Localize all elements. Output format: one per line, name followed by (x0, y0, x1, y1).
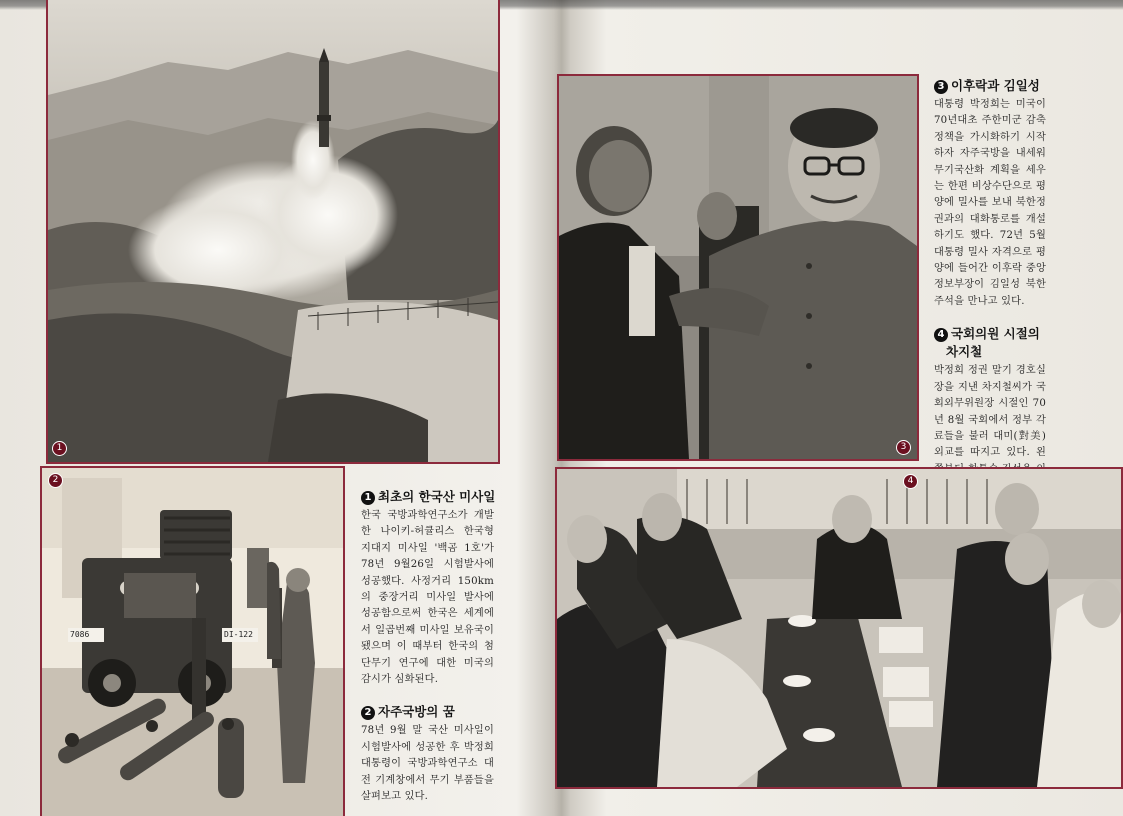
caption-title-1 (361, 487, 494, 505)
photo-assembly-meeting (555, 467, 1123, 789)
caption-body-3: 대통령 박정희는 미국이 70년대초 주한미군 감축정책을 가시화하기 시작하자 자주국방을 내세워 무기국산화 계획을 세우는 한편 비상수단으로 평양에 밀사를 보내 북한정권과의 대화통로를 개설하기도 했다. 72년 5월 대통령 밀사 자격으로 평양에 들어간 이후락 중앙정보부장이 김일성 북한 주석을 만나고 있다. (934, 99, 1046, 307)
photo-number-badge: 3 (896, 440, 911, 455)
left-page (0, 0, 548, 816)
caption-body-1: 한국 국방과학연구소가 개발한 나이키-허큘리스 한국형 지대지 미사일 '백곰 1호'가 78년 9월26일 시험발사에 성공했다. 사정거리 150km의 중장거리 미사일 발사에 성공함으로써 한국은 세계에서 일곱번째 미사일 보유국이 됐으며 이 때부터 한국의 첨단무기 연구에 대한 미국의 감시가 심화된다. (361, 510, 494, 686)
caption-marker-1: 1 (361, 491, 375, 505)
assembly-meeting-image (557, 469, 1121, 787)
caption-title-text: 이후락과 김일성 (951, 78, 1040, 93)
caption-marker-2: 2 (361, 706, 375, 720)
missile-launch-image (48, 0, 498, 462)
caption-title-text-line2: 차지철 (946, 344, 983, 360)
photo-number-badge: 4 (903, 474, 918, 489)
caption-title-text: 최초의 한국산 미사일 (378, 489, 496, 504)
weapons-inspection-image (42, 468, 343, 816)
photo-missile-launch (46, 0, 500, 464)
truck-plate-label: 7086 (70, 630, 90, 639)
photo-lee-kim-meeting (557, 74, 919, 461)
photo-number-badge: 1 (52, 441, 67, 456)
caption-title-text: 자주국방의 꿈 (378, 704, 455, 720)
caption-marker-3: 3 (934, 80, 948, 94)
caption-title-4 (934, 324, 1046, 360)
photo-weapons-inspection (40, 466, 345, 816)
caption-body-2: 78년 9월 말 국산 미사일이 시험발사에 성공한 후 박정희 대통령이 국방과학연구소 대전 기계창에서 무기 부품들을 살펴보고 있다. (361, 725, 494, 803)
caption-body-4: 박정희 정권 말기 경호실장을 지낸 차지철씨가 국회외무위원장 시절인 70년 8월 국회에서 정부 각료들을 불러 대미(對美)외교를 따지고 있다. 왼 (934, 365, 1046, 459)
caption-block-left (361, 487, 494, 816)
photo-number-badge: 2 (48, 473, 63, 488)
panel-code-label: DI-122 (224, 630, 253, 639)
caption-title-3 (934, 76, 1046, 94)
right-page (553, 0, 1123, 816)
caption-marker-4: 4 (934, 328, 948, 342)
lee-kim-meeting-image (559, 76, 917, 459)
caption-title-2 (361, 702, 494, 720)
caption-title-text: 국회의원 시절의 (951, 326, 1040, 342)
